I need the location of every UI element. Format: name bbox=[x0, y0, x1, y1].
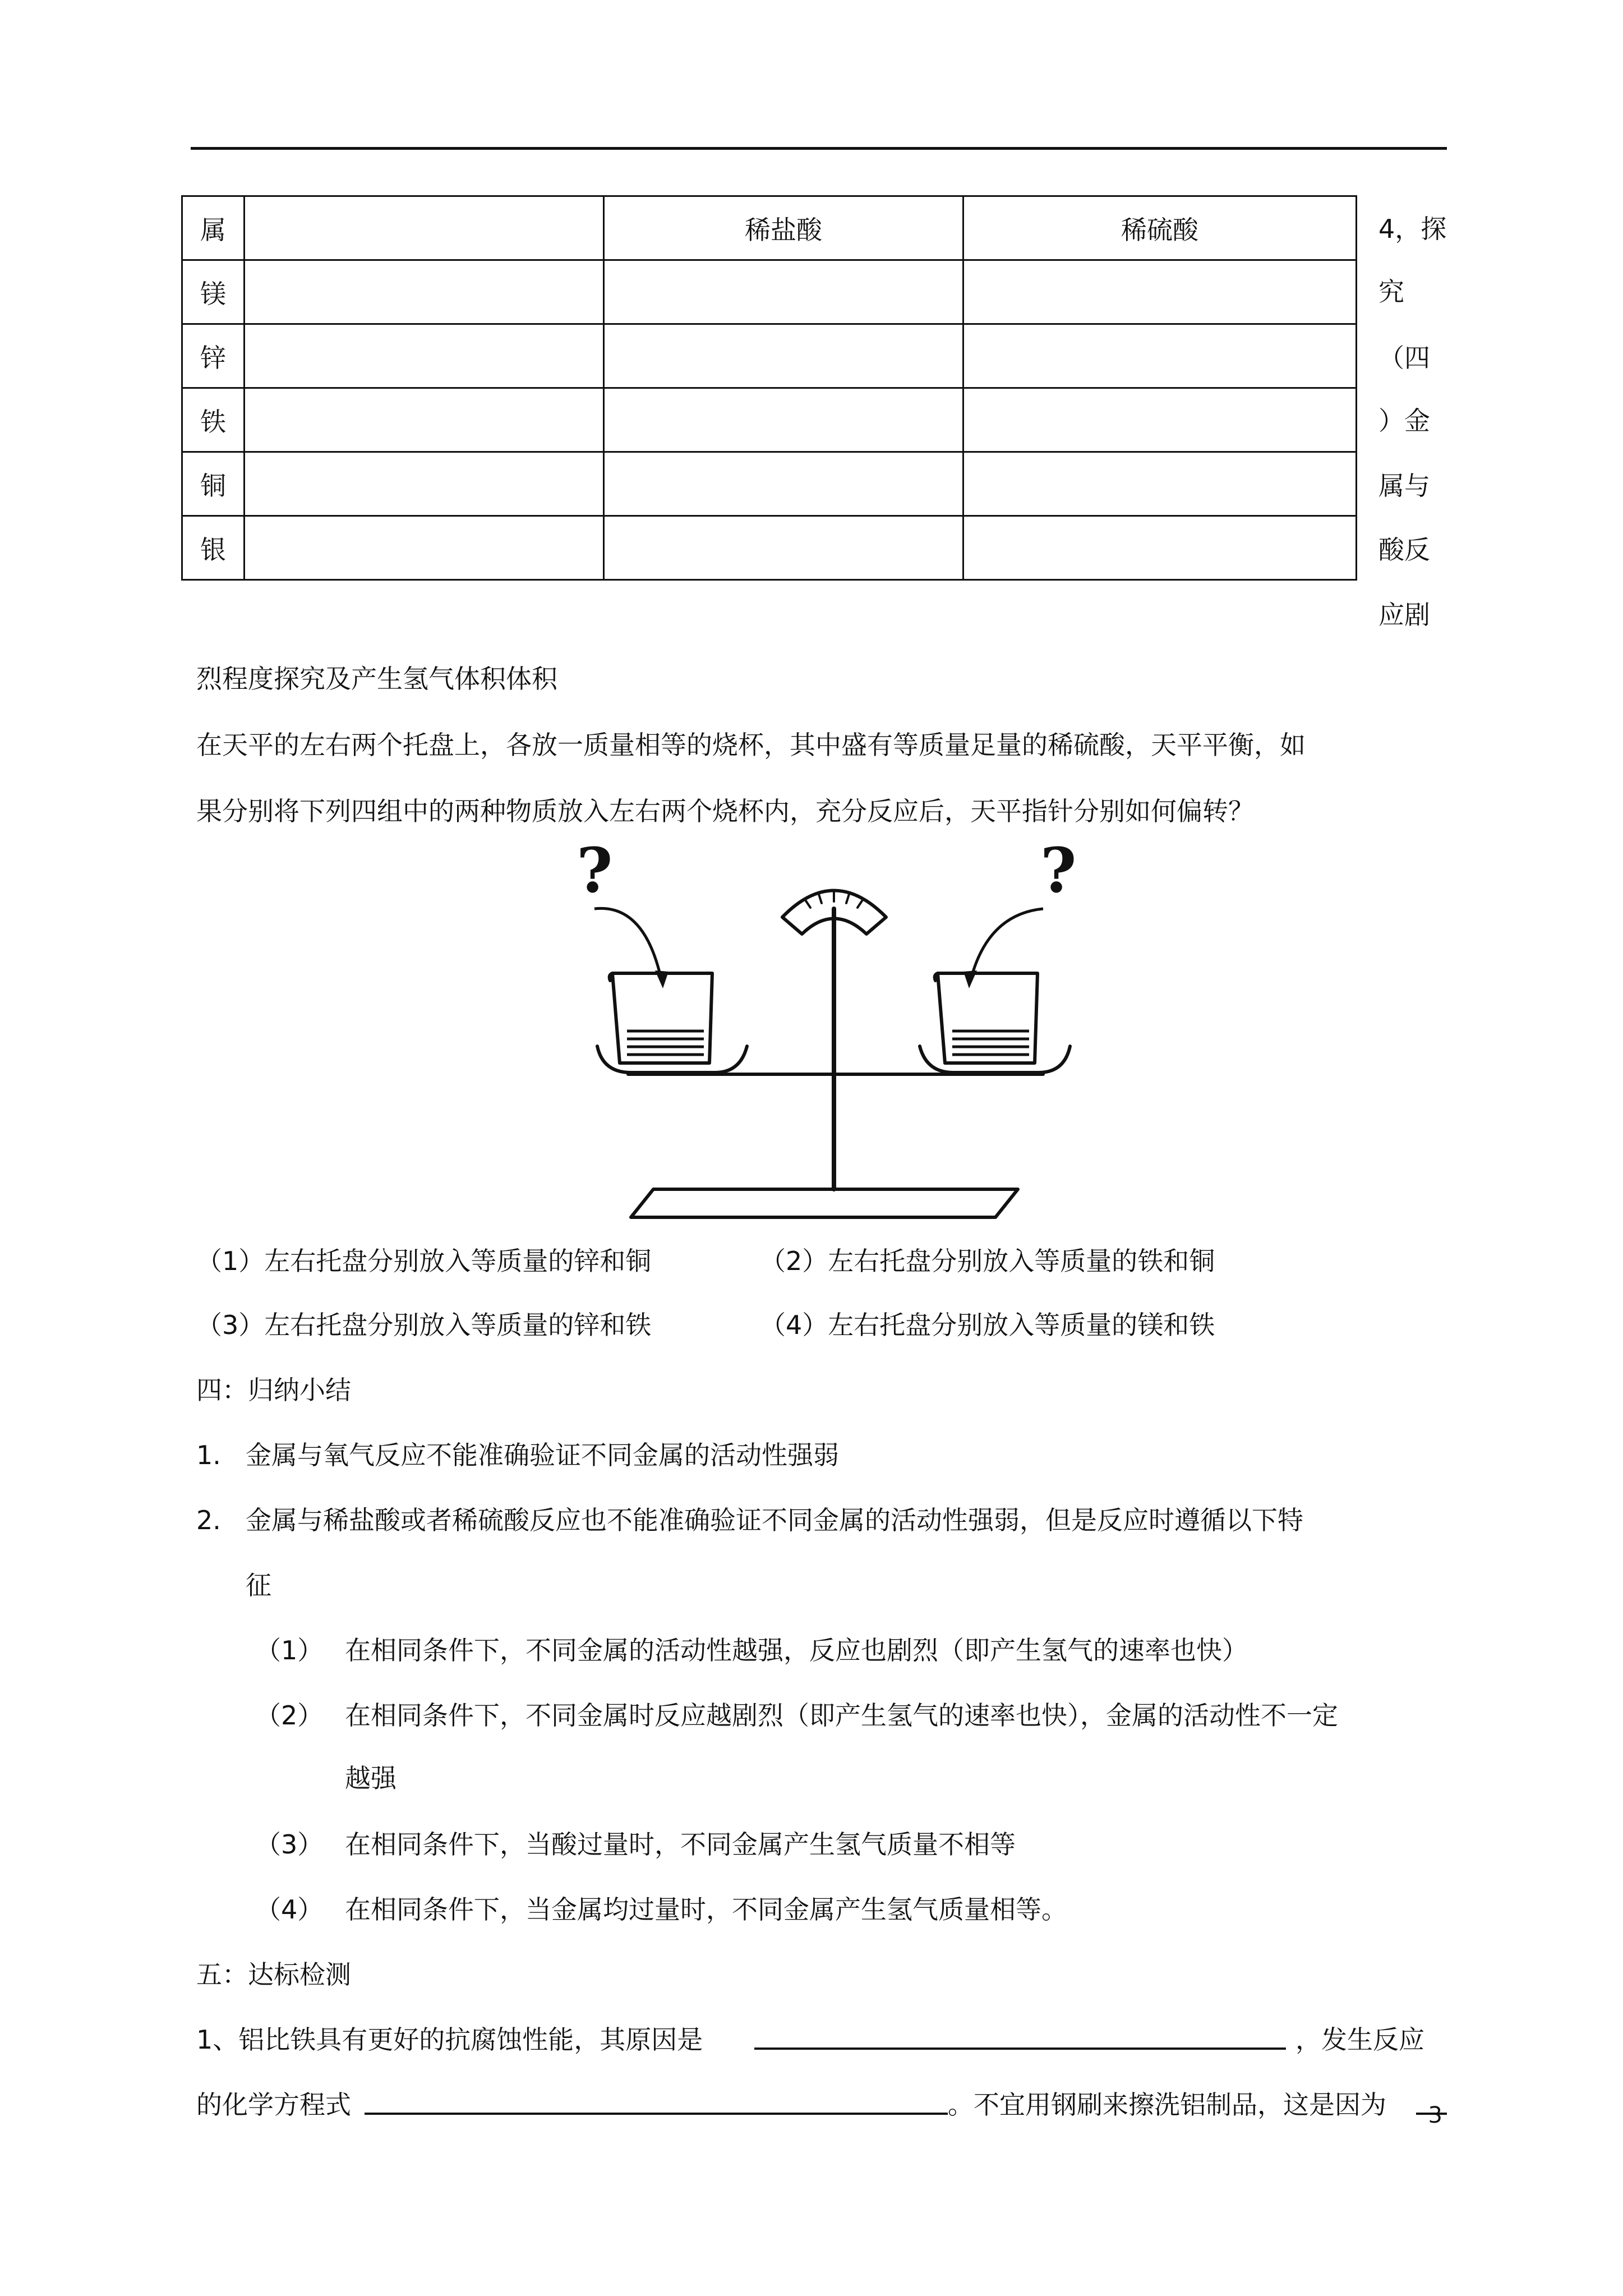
metal-cell: 锌 bbox=[182, 324, 245, 388]
right-arrow bbox=[970, 909, 1043, 982]
question-text: ，发生反应 bbox=[1295, 2024, 1424, 2055]
summary-item-number: 2. bbox=[196, 1505, 221, 1535]
summary-heading: 四：归纳小结 bbox=[196, 1375, 351, 1405]
right-question-mark: ? bbox=[1040, 834, 1077, 907]
sub-item: 在相同条件下，当酸过量时，不同金属产生氢气质量不相等 bbox=[345, 1829, 1016, 1860]
table-row bbox=[182, 324, 1357, 388]
sub-item-number: （4） bbox=[255, 1894, 324, 1925]
metal-acid-table bbox=[181, 195, 1357, 581]
summary-item-continuation: 征 bbox=[246, 1570, 271, 1600]
metal-cell: 银 bbox=[182, 516, 245, 580]
empty-cell bbox=[604, 324, 963, 388]
question-text: 1、铝比铁具有更好的抗腐蚀性能，其原因是 bbox=[196, 2024, 703, 2055]
side-title-line: （四 bbox=[1378, 343, 1430, 373]
side-title-line: 属与 bbox=[1378, 471, 1430, 501]
empty-cell bbox=[604, 516, 963, 580]
table-header-cell: 稀盐酸 bbox=[604, 196, 963, 260]
sub-item-number: （3） bbox=[255, 1829, 324, 1860]
balance-figure bbox=[577, 834, 1088, 1234]
table-row bbox=[182, 388, 1357, 452]
problem-line: 果分别将下列四组中的两种物质放入左右两个烧杯内，充分反应后，天平指针分别如何偏转？ bbox=[196, 796, 1254, 826]
empty-cell bbox=[963, 388, 1357, 452]
option-item: （2）左右托盘分别放入等质量的铁和铜 bbox=[760, 1246, 1215, 1276]
answer-blank[interactable] bbox=[365, 2113, 948, 2115]
empty-cell bbox=[963, 260, 1357, 324]
sub-item: 在相同条件下，不同金属时反应越剧烈（即产生氢气的速率也快），金属的活动性不一定 bbox=[345, 1700, 1338, 1731]
problem-line: 在天平的左右两个托盘上，各放一质量相等的烧杯，其中盛有等质量足量的稀硫酸，天平平衡，如 bbox=[196, 730, 1306, 760]
header-rule bbox=[191, 147, 1447, 150]
side-title-line: ）金 bbox=[1378, 406, 1430, 436]
question-text: 的化学方程式 bbox=[196, 2090, 351, 2120]
table-header-row bbox=[182, 196, 1357, 260]
empty-cell bbox=[963, 324, 1357, 388]
empty-cell bbox=[245, 516, 604, 580]
empty-cell bbox=[245, 324, 604, 388]
metal-cell: 镁 bbox=[182, 260, 245, 324]
summary-item: 金属与氧气反应不能准确验证不同金属的活动性强弱 bbox=[246, 1440, 839, 1470]
balance-base bbox=[631, 1189, 1018, 1217]
side-title-line: 究 bbox=[1378, 277, 1404, 307]
test-heading: 五：达标检测 bbox=[196, 1959, 351, 1990]
empty-cell bbox=[245, 388, 604, 452]
side-title-line: 酸反 bbox=[1378, 535, 1430, 565]
table-row bbox=[182, 452, 1357, 516]
option-item: （4）左右托盘分别放入等质量的镁和铁 bbox=[760, 1310, 1215, 1340]
left-question-mark: ? bbox=[577, 834, 613, 907]
empty-cell bbox=[963, 516, 1357, 580]
question-text: 。不宜用钢刷来擦洗铝制品，这是因为 bbox=[948, 2090, 1386, 2120]
sub-item: 在相同条件下，当金属均过量时，不同金属产生氢气质量相等。 bbox=[345, 1894, 1067, 1925]
answer-blank[interactable] bbox=[754, 2047, 1286, 2050]
option-item: （3）左右托盘分别放入等质量的锌和铁 bbox=[196, 1310, 652, 1340]
table-header-cell bbox=[245, 196, 604, 260]
summary-item: 金属与稀盐酸或者稀硫酸反应也不能准确验证不同金属的活动性强弱，但是反应时遵循以下特 bbox=[246, 1505, 1303, 1535]
page-number: 3 bbox=[1428, 2102, 1442, 2128]
side-title-line: 4，探 bbox=[1378, 214, 1447, 244]
right-beaker bbox=[938, 973, 1038, 1063]
sub-item: 在相同条件下，不同金属的活动性越强，反应也剧烈（即产生氢气的速率也快） bbox=[345, 1635, 1248, 1665]
empty-cell bbox=[604, 452, 963, 516]
side-title-line: 应剧 bbox=[1378, 600, 1430, 630]
section-title-continuation: 烈程度探究及产生氢气体积体积 bbox=[196, 664, 557, 694]
table-row bbox=[182, 516, 1357, 580]
sub-item-number: （1） bbox=[255, 1635, 324, 1665]
sub-item-number: （2） bbox=[255, 1700, 324, 1731]
table-header-cell: 稀硫酸 bbox=[963, 196, 1357, 260]
option-item: （1）左右托盘分别放入等质量的锌和铜 bbox=[196, 1246, 652, 1276]
empty-cell bbox=[245, 452, 604, 516]
metal-cell: 铁 bbox=[182, 388, 245, 452]
empty-cell bbox=[604, 388, 963, 452]
empty-cell bbox=[604, 260, 963, 324]
summary-item-number: 1. bbox=[196, 1440, 221, 1470]
sub-item-continuation: 越强 bbox=[345, 1763, 396, 1793]
metal-cell: 铜 bbox=[182, 452, 245, 516]
left-arrow bbox=[594, 908, 662, 982]
table-row bbox=[182, 260, 1357, 324]
empty-cell bbox=[245, 260, 604, 324]
table-header-cell: 属 bbox=[182, 196, 245, 260]
empty-cell bbox=[963, 452, 1357, 516]
